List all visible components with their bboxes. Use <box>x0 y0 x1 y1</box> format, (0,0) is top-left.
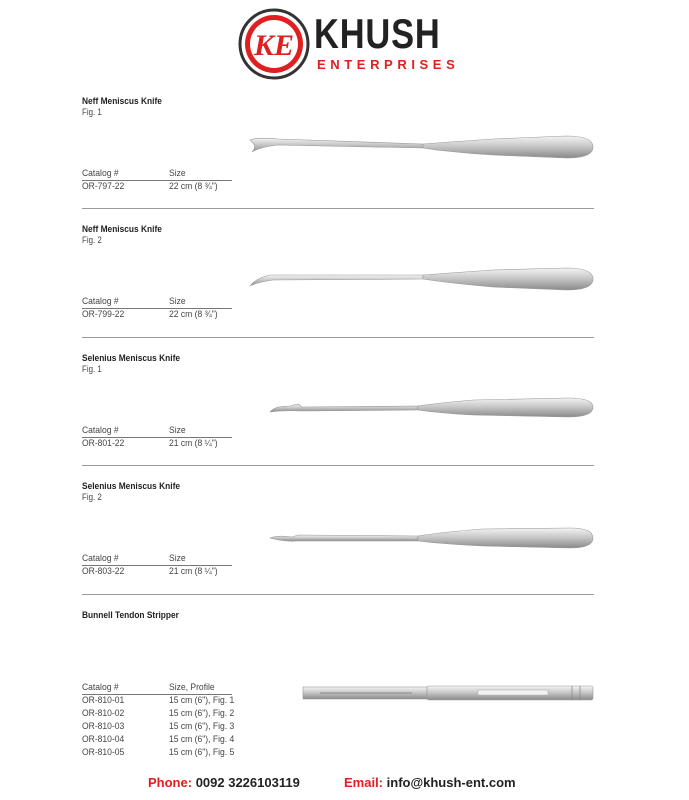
bunnell-tendon-stripper-image <box>302 684 594 702</box>
footer-phone <box>148 775 300 790</box>
neff-knife-fig1-image <box>248 132 594 162</box>
size-value: 15 cm (6"), Fig. 3 <box>169 721 235 732</box>
brand-subtitle: ENTERPRISES <box>317 57 460 72</box>
product-title: Neff Meniscus Knife <box>82 96 162 107</box>
size-value: 21 cm (8 ¼") <box>169 438 218 449</box>
col-size-header: Size <box>169 553 186 564</box>
catalog-number: OR-810-02 <box>82 708 125 719</box>
size-value: 15 cm (6"), Fig. 5 <box>169 747 235 758</box>
catalog-number: OR-799-22 <box>82 309 125 320</box>
ke-badge-icon <box>238 8 310 80</box>
col-catalog-header: Catalog # <box>82 682 119 693</box>
col-size-header: Size <box>169 425 186 436</box>
catalog-number: OR-797-22 <box>82 181 125 192</box>
product-title: Bunnell Tendon Stripper <box>82 610 179 621</box>
size-value: 15 cm (6"), Fig. 4 <box>169 734 235 745</box>
col-size-header: Size <box>169 296 186 307</box>
footer-email <box>344 775 516 790</box>
size-value: 22 cm (8 ¾") <box>169 181 218 192</box>
catalog-number: OR-810-01 <box>82 695 125 706</box>
catalog-number: OR-810-04 <box>82 734 125 745</box>
brand-logo <box>238 8 458 80</box>
product-fig: Fig. 1 <box>82 107 102 117</box>
product-title: Neff Meniscus Knife <box>82 224 162 235</box>
col-size-profile-header: Size, Profile <box>169 682 215 693</box>
selenius-knife-fig2-image <box>268 524 594 552</box>
email-label: Email: <box>344 775 384 790</box>
selenius-knife-fig1-image <box>268 394 594 422</box>
product-fig: Fig. 1 <box>82 364 102 374</box>
product-title: Selenius Meniscus Knife <box>82 481 181 492</box>
col-catalog-header: Catalog # <box>82 553 119 564</box>
catalog-number: OR-801-22 <box>82 438 125 449</box>
product-fig: Fig. 2 <box>82 235 102 245</box>
catalog-number: OR-810-05 <box>82 747 125 758</box>
section-divider <box>82 465 594 466</box>
brand-name: KHUSH <box>314 10 441 57</box>
phone-label: Phone: <box>148 775 193 790</box>
product-fig: Fig. 2 <box>82 492 102 502</box>
col-size-header: Size <box>169 168 186 179</box>
size-value: 15 cm (6"), Fig. 1 <box>169 695 235 706</box>
col-catalog-header: Catalog # <box>82 296 119 307</box>
catalog-number: OR-803-22 <box>82 566 125 577</box>
size-value: 15 cm (6"), Fig. 2 <box>169 708 235 719</box>
col-catalog-header: Catalog # <box>82 168 119 179</box>
product-title: Selenius Meniscus Knife <box>82 353 181 364</box>
size-value: 21 cm (8 ¼") <box>169 566 218 577</box>
catalog-number: OR-810-03 <box>82 721 125 732</box>
col-catalog-header: Catalog # <box>82 425 119 436</box>
section-divider <box>82 594 594 595</box>
badge-text: KE <box>253 29 295 62</box>
size-value: 22 cm (8 ¾") <box>169 309 218 320</box>
section-divider <box>82 208 594 209</box>
section-divider <box>82 337 594 338</box>
phone-number[interactable]: 0092 3226103119 <box>195 775 300 790</box>
neff-knife-fig2-image <box>248 264 594 294</box>
email-link[interactable]: info@khush-ent.com <box>386 775 516 790</box>
